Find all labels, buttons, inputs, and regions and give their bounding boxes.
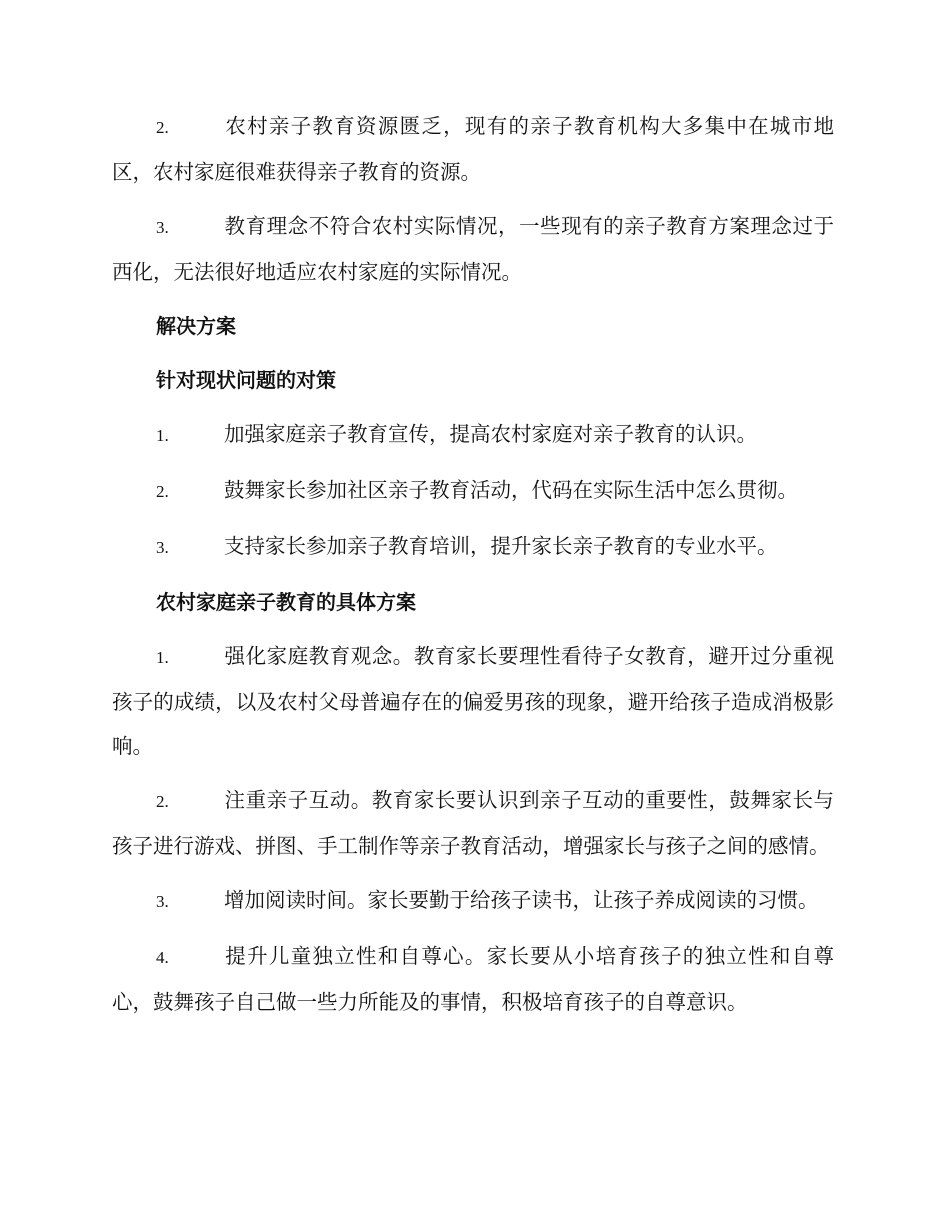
list-item — [112, 934, 834, 1024]
list-number: 1. — [156, 648, 169, 667]
list-item — [112, 104, 834, 194]
list-text: 农村亲子教育资源匮乏，现有的亲子教育机构大多集中在城市地区，农村家庭很难获得亲子教育的资源。 — [112, 114, 834, 184]
list-item — [112, 878, 834, 924]
list-item — [112, 778, 834, 868]
section-heading-solutions: 解决方案 — [156, 314, 236, 338]
document-page — [112, 104, 834, 1034]
list-number: 3. — [156, 892, 169, 911]
section-heading-specific-plans: 农村家庭亲子教育的具体方案 — [156, 590, 416, 614]
list-text: 强化家庭教育观念。教育家长要理性看待子女教育，避开过分重视孩子的成绩，以及农村父母普遍存在的偏爱男孩的现象，避开给孩子造成消极影响。 — [112, 644, 834, 758]
list-number: 3. — [156, 218, 169, 237]
list-text: 鼓舞家长参加社区亲子教育活动，代码在实际生活中怎么贯彻。 — [224, 478, 798, 502]
list-text: 注重亲子互动。教育家长要认识到亲子互动的重要性，鼓舞家长与孩子进行游戏、拼图、手工制作等亲子教育活动，增强家长与孩子之间的感情。 — [112, 788, 834, 858]
list-item — [112, 204, 834, 294]
list-number: 2. — [156, 482, 169, 501]
list-item — [112, 468, 834, 514]
list-item — [112, 412, 834, 458]
list-item — [112, 524, 834, 570]
list-number: 3. — [156, 538, 169, 557]
list-number: 1. — [156, 426, 169, 445]
list-item — [112, 634, 834, 768]
list-text: 支持家长参加亲子教育培训，提升家长亲子教育的专业水平。 — [224, 534, 778, 558]
list-number: 2. — [156, 118, 169, 137]
list-text: 教育理念不符合农村实际情况，一些现有的亲子教育方案理念过于西化，无法很好地适应农村家庭的实际情况。 — [112, 214, 834, 284]
list-text: 提升儿童独立性和自尊心。家长要从小培育孩子的独立性和自尊心，鼓舞孩子自己做一些力所能及的事情，积极培育孩子的自尊意识。 — [112, 944, 834, 1014]
section-heading-countermeasures: 针对现状问题的对策 — [156, 368, 336, 392]
list-text: 增加阅读时间。家长要勤于给孩子读书，让孩子养成阅读的习惯。 — [224, 888, 819, 912]
list-number: 4. — [156, 948, 169, 967]
list-number: 2. — [156, 792, 169, 811]
list-text: 加强家庭亲子教育宣传，提高农村家庭对亲子教育的认识。 — [224, 422, 757, 446]
